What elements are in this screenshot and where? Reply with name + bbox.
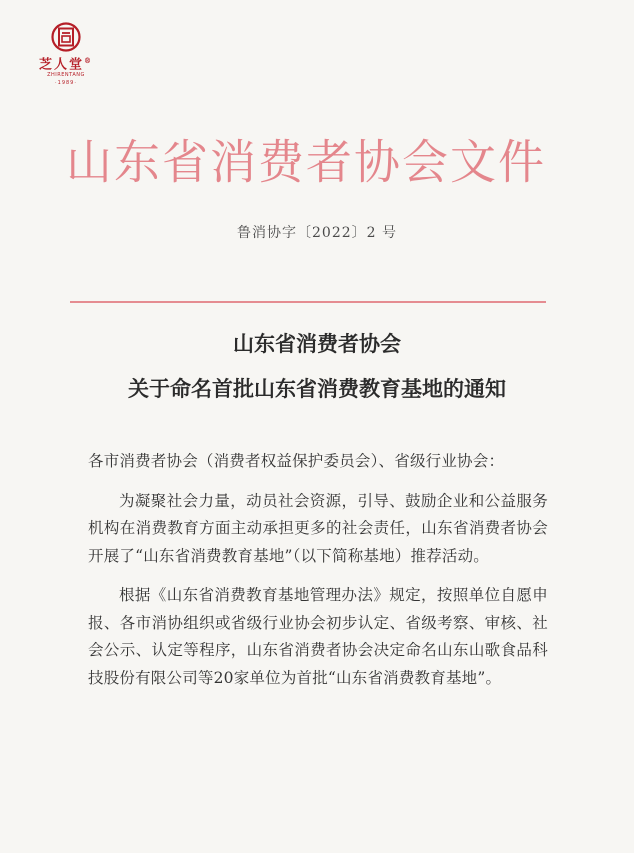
seal-icon (51, 22, 81, 52)
masthead-title: 山东省消费者协会文件 (66, 134, 546, 190)
notice-title-line2: 关于命名首批山东省消费教育基地的通知 (128, 376, 506, 401)
logo-english: ZHIRENTANG (47, 72, 85, 79)
salutation: 各市消费者协会（消费者权益保护委员会）、省级行业协会： (88, 452, 505, 470)
logo-year: ·1989· (55, 80, 77, 87)
masthead-divider (70, 301, 546, 303)
logo-name: 芝人堂® (38, 56, 93, 73)
notice-body (88, 448, 548, 692)
paragraph-1: 为凝聚社会力量，动员社会资源，引导、鼓励企业和公益服务机构在消费教育方面主动承担更多的社会责任，山东省消费者协会开展了“山东省消费教育基地”（以下简称基地）推荐活动。 (88, 491, 548, 565)
document-number: 鲁消协字〔2022〕2 号 (237, 225, 397, 241)
notice-title-line1: 山东省消费者协会 (233, 331, 401, 356)
paragraph-2: 根据《山东省消费教育基地管理办法》规定，按照单位自愿申报、各市消协组织或省级行业协会初步认定、省级考察、审核、社会公示、认定等程序，山东省消费者协会决定命名山东山歌食品科技股份有限公司等20家单位为首批“山东省消费教育基地”。 (88, 586, 548, 687)
company-logo (26, 22, 106, 102)
